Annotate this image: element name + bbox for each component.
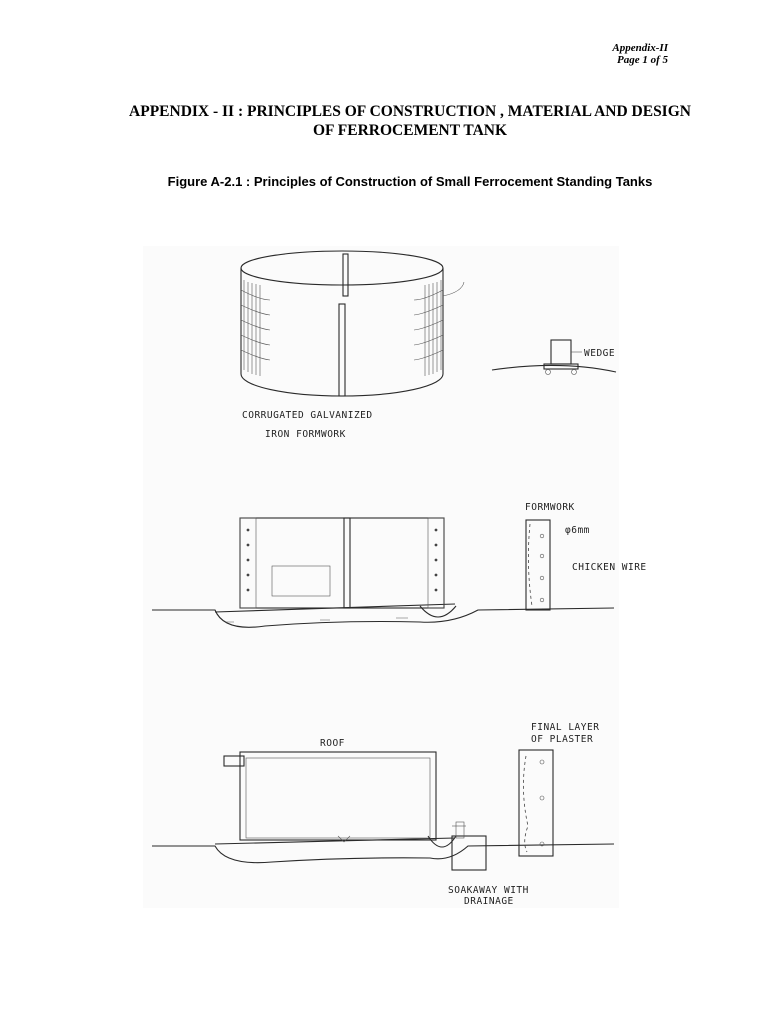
soakaway-label-line2: DRAINAGE — [464, 896, 514, 907]
page-title: APPENDIX - II : PRINCIPLES OF CONSTRUCTION , MATERIAL AND DESIGN OF FERROCEMENT TANK — [129, 103, 691, 139]
appendix-label: Appendix-II — [612, 42, 668, 54]
formwork-label-line1: CORRUGATED GALVANIZED — [242, 410, 373, 421]
final-layer-label-line2: OF PLASTER — [531, 734, 594, 745]
roof-label: ROOF — [320, 738, 345, 749]
chicken-wire-label: CHICKEN WIRE — [572, 562, 647, 573]
soakaway-label-line1: SOAKAWAY WITH — [448, 885, 529, 896]
wedge-label: WEDGE — [584, 348, 616, 359]
figure-background — [143, 246, 619, 908]
formwork-label-line2: IRON FORMWORK — [265, 429, 346, 440]
bar-size-label: φ6mm — [565, 525, 590, 536]
page-number: Page 1 of 5 — [616, 54, 668, 66]
final-layer-label-line1: FINAL LAYER — [531, 722, 600, 733]
formwork-label: FORMWORK — [525, 502, 575, 513]
figure-caption: Figure A-2.1 : Principles of Construction of Small Ferrocement Standing Tanks — [167, 174, 653, 189]
